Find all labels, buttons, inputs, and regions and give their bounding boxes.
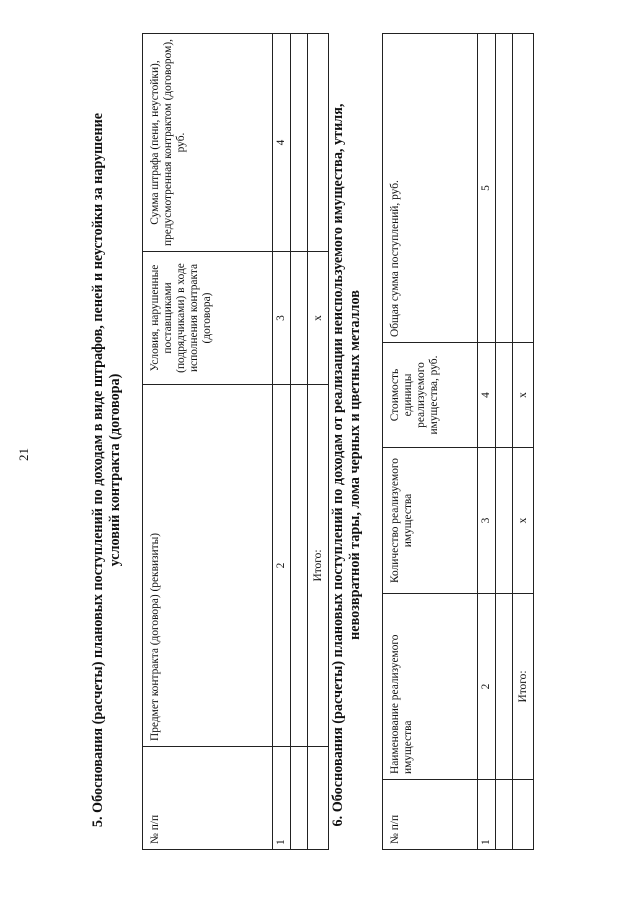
table-header-row [383, 34, 478, 850]
page-number: 21 [16, 448, 31, 461]
table-row [291, 34, 308, 850]
total-sum-cell [513, 34, 534, 343]
table-cell [291, 34, 308, 252]
table-cell [496, 343, 513, 448]
table-cell [291, 385, 308, 747]
column-number: 2 [273, 385, 291, 747]
table-cell [496, 448, 513, 594]
total-mark: х [308, 252, 329, 385]
section-5-title: 5. Обоснования (расчеты) плановых поступлений по доходам в виде штрафов, пеней и неустойки за нарушение условий контракта (договора) [90, 112, 123, 828]
column-number: 3 [273, 252, 291, 385]
table-cell [496, 780, 513, 850]
column-number: 1 [273, 747, 291, 850]
total-row [513, 34, 534, 850]
total-label: Итого: [308, 385, 329, 747]
table-header-row [143, 34, 273, 850]
table-cell [308, 747, 329, 850]
section-6-table [382, 33, 534, 850]
column-number: 5 [478, 34, 496, 343]
total-label: Итого: [513, 594, 534, 780]
header-cell: Общая сумма поступлений, руб. [383, 34, 478, 343]
table-row [496, 34, 513, 850]
column-number: 3 [478, 448, 496, 594]
header-cell: Условия, нарушенные поставщиками (подрядчиками) в ходе исполнения контракта (договора) [143, 252, 273, 385]
table-cell [291, 747, 308, 850]
column-number: 2 [478, 594, 496, 780]
header-cell: Предмет контракта (договора) (реквизиты) [143, 385, 273, 747]
table-cell [513, 780, 534, 850]
table-cell [496, 34, 513, 343]
total-mark: х [513, 448, 534, 594]
column-number: 1 [478, 780, 496, 850]
total-sum-cell [308, 34, 329, 252]
table-cell [291, 252, 308, 385]
column-number: 4 [273, 34, 291, 252]
header-cell: Стоимость единицы реализуемого имущества, руб. [383, 343, 478, 448]
header-cell: № п/п [143, 747, 273, 850]
header-cell: Наименование реализуемого имущества [383, 594, 478, 780]
total-mark: х [513, 343, 534, 448]
column-number: 4 [478, 343, 496, 448]
section-6-title: 6. Обоснования (расчеты) плановых поступлений по доходам от реализации неиспользуемого имущества, утиля, невозвратной тары, лома черных и цветных металлов [330, 103, 363, 827]
header-cell: Количество реализуемого имущества [383, 448, 478, 594]
column-number-row [273, 34, 291, 850]
section-5-table [142, 33, 329, 850]
header-cell: Сумма штрафа (пени, неустойки), предусмотренная контрактом (договором), руб. [143, 34, 273, 252]
column-number-row [478, 34, 496, 850]
header-cell: № п/п [383, 780, 478, 850]
total-row [308, 34, 329, 850]
table-cell [496, 594, 513, 780]
